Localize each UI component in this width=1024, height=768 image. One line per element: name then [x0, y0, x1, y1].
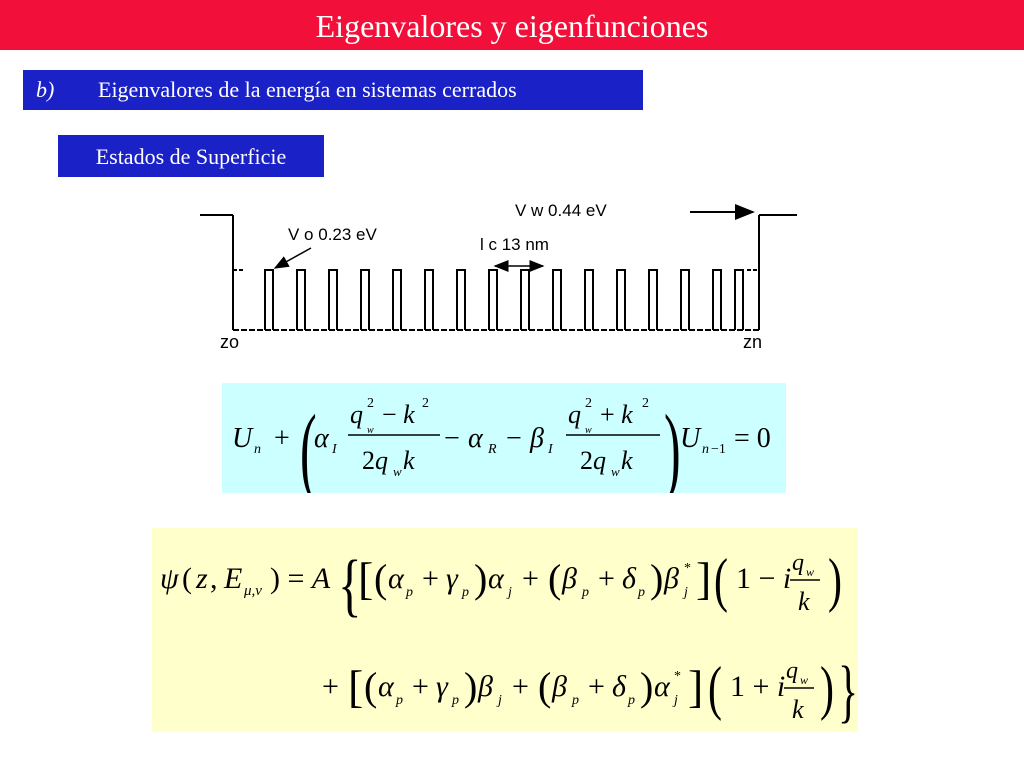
svg-text:2q: 2q: [362, 446, 388, 475]
svg-text:β: β: [562, 562, 577, 595]
vo-pointer-arrow: [275, 248, 311, 268]
svg-text:α: α: [388, 562, 404, 595]
svg-text:k: k: [403, 446, 415, 475]
title-bar: [0, 0, 1024, 50]
subtitle-item-letter: b): [36, 77, 55, 102]
lc-label: l c 13 nm: [480, 235, 549, 254]
svg-text:(: (: [538, 664, 552, 709]
svg-text:p: p: [638, 585, 645, 600]
svg-text:*: *: [674, 669, 681, 684]
svg-text:ψ: ψ: [160, 562, 179, 595]
svg-text:2: 2: [585, 396, 592, 411]
svg-text:2: 2: [367, 396, 374, 411]
svg-text:+: +: [588, 670, 605, 703]
svg-text:α: α: [378, 670, 394, 703]
svg-text:+: +: [422, 562, 439, 595]
svg-text:w: w: [611, 464, 620, 479]
svg-text:w: w: [806, 565, 815, 579]
vw-label: V w 0.44 eV: [515, 201, 607, 220]
wavefunction-equation: [152, 528, 858, 732]
svg-text:w: w: [367, 425, 374, 436]
svg-text:γ: γ: [446, 562, 458, 595]
svg-text:β: β: [664, 562, 679, 595]
svg-text:+: +: [512, 670, 529, 703]
svg-text:): ): [664, 395, 681, 493]
svg-text:α: α: [468, 423, 483, 454]
slide-title: Eigenvalores y eigenfunciones: [315, 8, 709, 44]
svg-text:β: β: [530, 423, 544, 454]
svg-text:β: β: [478, 670, 493, 703]
svg-text:β: β: [552, 670, 567, 703]
svg-text:): ): [474, 556, 488, 601]
svg-text:): ): [650, 556, 664, 601]
svg-text:+ k: + k: [600, 400, 633, 429]
svg-text:(: (: [708, 655, 722, 722]
svg-text:j: j: [508, 585, 512, 600]
svg-text:*: *: [684, 561, 691, 576]
svg-text:2: 2: [642, 396, 649, 411]
svg-text:[: [: [348, 661, 364, 712]
svg-text:[: [: [358, 553, 374, 604]
subtitle-box: [23, 70, 643, 110]
svg-text:1 − i: 1 − i: [736, 562, 792, 595]
svg-text:p: p: [582, 585, 589, 600]
subtitle-text: Eigenvalores de la energía en sistemas cerrados: [98, 77, 517, 102]
recurrence-equation: [222, 383, 786, 493]
svg-text:j: j: [674, 693, 678, 708]
svg-text:−: −: [506, 423, 522, 454]
svg-text:k: k: [798, 587, 810, 616]
svg-text:+: +: [274, 423, 290, 454]
svg-text:) = A: ) = A: [270, 562, 331, 595]
svg-text:}: }: [838, 653, 858, 730]
svg-text:z: z: [196, 562, 208, 595]
superlattice-potential-diagram: [195, 190, 805, 360]
svg-text:p: p: [462, 585, 469, 600]
svg-text:+: +: [412, 670, 429, 703]
svg-text:= 0: = 0: [734, 423, 771, 454]
svg-text:(: (: [548, 556, 562, 601]
svg-text:U: U: [680, 423, 701, 454]
svg-text:α: α: [314, 423, 329, 454]
svg-text:w: w: [800, 673, 809, 687]
svg-text:+: +: [322, 670, 339, 703]
svg-text:(: (: [714, 547, 728, 614]
svg-text:+: +: [522, 562, 539, 595]
zn-label: zn: [743, 332, 763, 352]
svg-text:α: α: [654, 670, 670, 703]
svg-text:R: R: [488, 442, 497, 457]
svg-text:p: p: [572, 693, 579, 708]
svg-text:): ): [464, 664, 478, 709]
svg-text:μ,ν: μ,ν: [244, 583, 262, 599]
svg-text:q: q: [786, 658, 798, 684]
svg-text:w: w: [585, 425, 592, 436]
svg-text:n: n: [254, 442, 261, 457]
wavefunction-equation-graphic: [152, 528, 858, 732]
svg-text:+: +: [598, 562, 615, 595]
svg-text:I: I: [548, 442, 553, 457]
svg-text:p: p: [628, 693, 635, 708]
svg-text:α: α: [488, 562, 504, 595]
svg-text:−1: −1: [711, 442, 726, 457]
section-label: Estados de Superficie: [58, 135, 324, 177]
svg-text:q: q: [792, 550, 804, 576]
svg-text:p: p: [406, 585, 413, 600]
svg-text:1 + i: 1 + i: [730, 670, 786, 703]
svg-text:{: {: [338, 546, 362, 625]
svg-text:(: (: [300, 395, 317, 493]
svg-text:q: q: [568, 400, 581, 429]
svg-text:]: ]: [696, 553, 712, 604]
svg-text:(: (: [182, 562, 192, 595]
svg-text:δ: δ: [622, 562, 636, 595]
svg-text:−: −: [444, 423, 460, 454]
svg-text:p: p: [452, 693, 459, 708]
recurrence-equation-graphic: [222, 383, 786, 493]
svg-text:): ): [640, 664, 654, 709]
svg-text:q: q: [350, 400, 363, 429]
svg-text:n: n: [702, 442, 709, 457]
svg-text:(: (: [374, 556, 388, 601]
svg-text:U: U: [232, 423, 253, 454]
svg-text:w: w: [393, 464, 402, 479]
svg-text:(: (: [364, 664, 378, 709]
svg-text:δ: δ: [612, 670, 626, 703]
svg-text:p: p: [396, 693, 403, 708]
svg-text:γ: γ: [436, 670, 448, 703]
svg-text:,: ,: [210, 562, 218, 595]
svg-text:− k: − k: [382, 400, 415, 429]
svg-text:2: 2: [422, 396, 429, 411]
svg-text:): ): [827, 547, 842, 614]
svg-text:I: I: [332, 442, 337, 457]
svg-text:]: ]: [688, 661, 704, 712]
svg-text:): ): [820, 655, 834, 722]
svg-text:j: j: [498, 693, 502, 708]
vo-label: V o 0.23 eV: [288, 225, 377, 244]
svg-text:E: E: [224, 562, 243, 595]
svg-text:2q: 2q: [580, 446, 606, 475]
svg-text:j: j: [684, 585, 688, 600]
svg-text:k: k: [792, 695, 804, 724]
svg-text:k: k: [621, 446, 633, 475]
z0-label: zo: [220, 332, 240, 352]
